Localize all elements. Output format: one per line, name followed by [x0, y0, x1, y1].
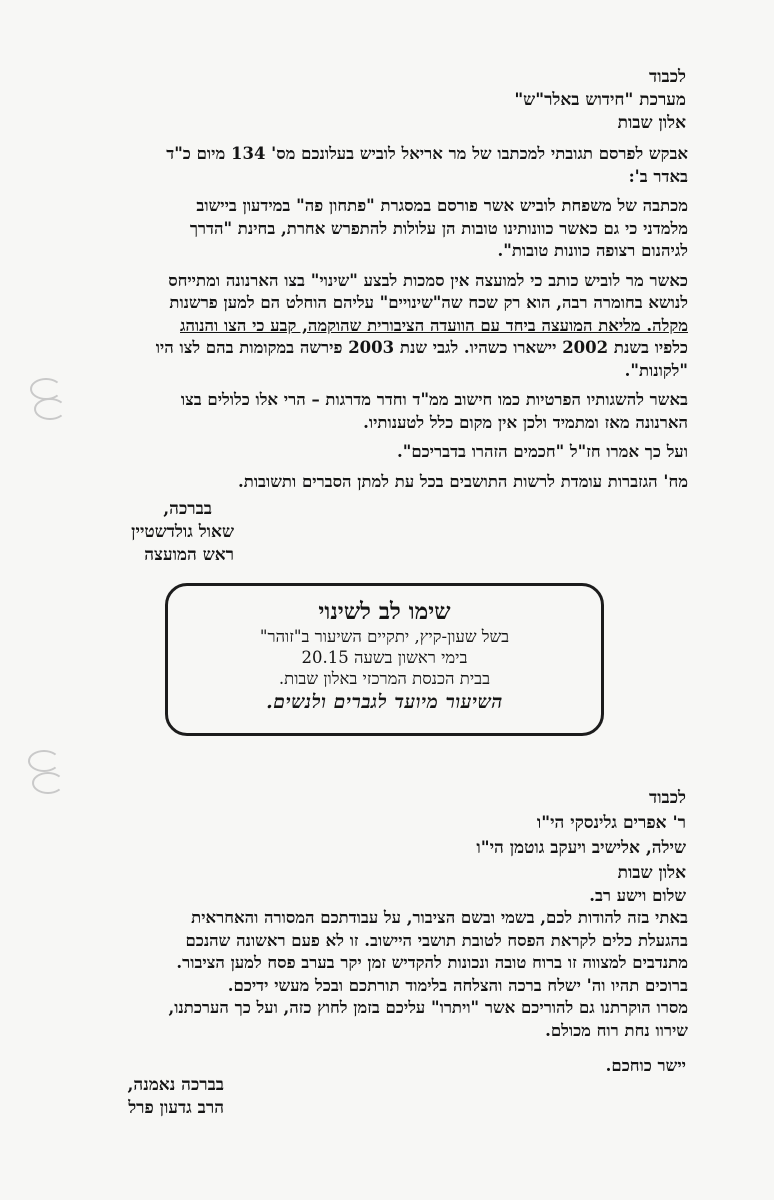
letter1-signature: בברכה, שאול גולדשטיין ראש המועצה: [131, 499, 234, 565]
letter1-address: [86, 66, 686, 135]
punch-hole-mark: [30, 378, 62, 400]
punch-hole-mark: [34, 398, 66, 420]
announcement-line: בבית הכנסת המרכזי באלון שבות.: [278, 669, 491, 688]
announcement-special-note: השיעור מיועד לגברים ולנשים.: [266, 691, 503, 713]
letter1-paragraph: מכתבה של משפחת לוביש אשר פורסם במסגרת "פתחון פה" במידעון ביישוב מלמדני כי גם כאשר כוונותינו טובות הן עלולות להתפרש אחרת, בחינת "הדרך לגיהנום רצופה כוונות טובות".: [189, 196, 688, 260]
address-line: לכבוד: [649, 67, 686, 87]
address-line: ר' אפרים גלינסקי הי"ו: [536, 813, 686, 833]
announcement-title: שימו לב לשינוי: [318, 598, 451, 625]
letter2-address: [86, 787, 686, 885]
address-line: שילה, אלישיב ויעקב גוטמן הי"ו: [476, 838, 686, 858]
letter2-closing: יישר כוחכם.: [605, 1056, 686, 1075]
punch-hole-mark: [28, 750, 60, 772]
address-line: אלון שבות: [617, 863, 686, 883]
announcement-line: בשל שעון-קיץ, יתקיים השיעור ב"זוהר": [259, 627, 510, 646]
address-line: אלון שבות: [617, 113, 686, 133]
letter1-paragraph: כאשר מר לוביש כותב כי למועצה אין סמכות לבצע "שינוי" בצו הארנונה ומתייחס לנושא בחומרה רבה, הוא רק שכח שה"שינויים" עליהם הוחלט הם למען פרשנות מקלה. מליאת המועצה ביחד עם הוועדה הציבורית שהוקמה, קבע כי הצו והנוהג כלפיו בשנת 2002 יישארו כשהיו. לגבי שנת 2003 פירשה במקומות בהם לצו היו "לקונות".: [155, 270, 688, 380]
punch-hole-mark: [32, 772, 64, 794]
letter2-greeting: שלום וישע רב.: [589, 886, 686, 905]
letter1-paragraph: מח' הגזברות עומדת לרשות התושבים בכל עת למתן הסברים ותשובות.: [238, 471, 688, 491]
announcement-line: בימי ראשון בשעה 20.15: [301, 648, 468, 667]
letter2-body: [48, 907, 688, 1049]
announcement-box: [165, 583, 604, 736]
letter1-paragraph: ועל כך אמרו חז"ל "חכמים הזהרו בדבריכם".: [396, 442, 688, 461]
letter2-paragraph: באתי בזה להודות לכם, בשמי ובשם הציבור, על עבודתכם המסורה והאחראית בהגעלת כלים לקראת הפסח לטובת תושבי היישוב. זו לא פעם ראשונה שהנכם מתנדבים למצווה זו ברוח טובה ונכונות להקדיש זמן יקר בערב פסח למען הציבור. ברוכים תהיו וה' ישלח ברכה והצלחה בלימוד תורתכם ובכל מעשי ידיכם. מסרו הוקרתנו גם להוריכם אשר "ויתרו" עליכם בזמן לחוץ כזה, ועל כך הערכתנו, שירוו נחת רוח מכולם.: [168, 908, 688, 1040]
letter1-paragraph: באשר להשגותיו הפרטיות כמו חישוב ממ"ד וחדר מדרגות – הרי אלו כלולים בצו הארנונה מאז ומתמיד ולכן אין מקום כלל לטענותיו.: [180, 390, 688, 432]
letter1-body: [84, 143, 688, 500]
address-line: לכבוד: [649, 788, 686, 808]
letter2-signature: בברכה נאמנה, הרב גדעון פרל: [127, 1075, 224, 1118]
address-line: מערכת "חידוש באלר"ש": [514, 90, 686, 110]
letter1-paragraph: אבקש לפרסם תגובתי למכתבו של מר אריאל לוביש בעלונכם מס' 134 מיום כ"ד באדר ב':: [166, 144, 688, 186]
